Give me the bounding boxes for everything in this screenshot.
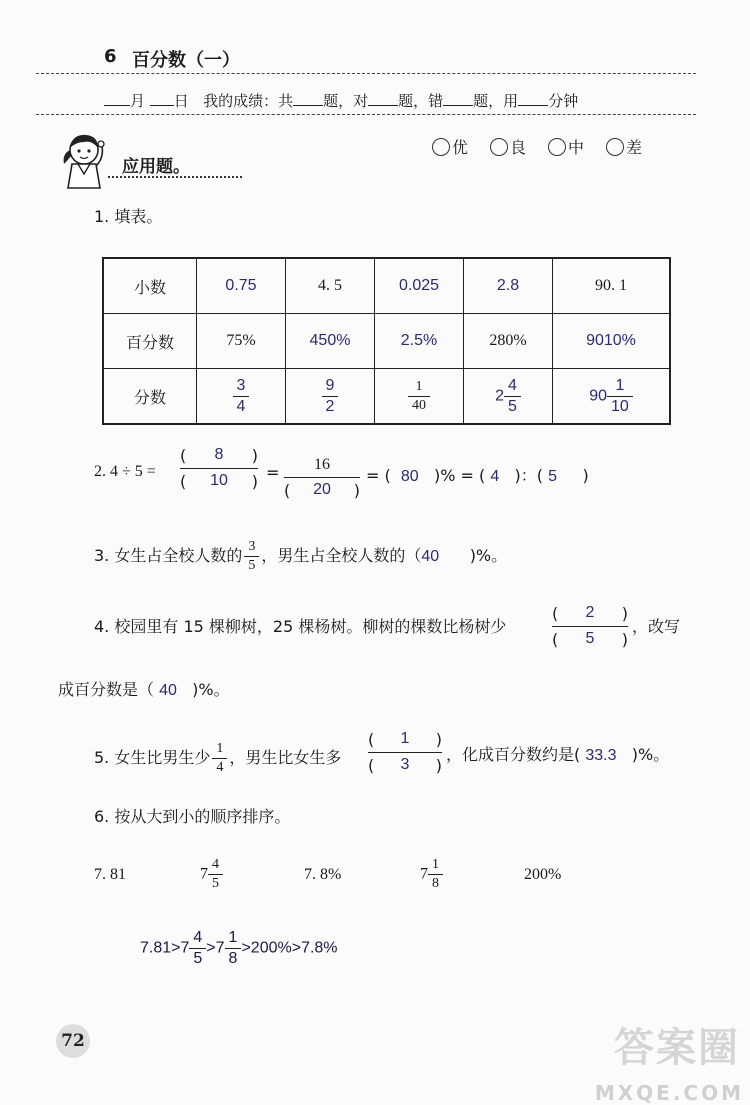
table-row [103, 314, 670, 369]
watermark-url: MXQE.COM [594, 1081, 744, 1105]
chapter-number: 6 [104, 46, 117, 67]
q4-fraction: ( 2 ) ( 5 ) [552, 604, 628, 649]
answer-q5: 33.3 [585, 747, 617, 764]
decimal-cell: 0.75 [197, 258, 286, 314]
question-5-tail: ，化成百分数约是( 33.3 )%。 [446, 745, 670, 764]
q6-item: 200% [524, 866, 562, 883]
grade-poor[interactable]: 差 [606, 135, 642, 158]
answer-ratio-1: 4 [490, 468, 500, 485]
percent-cell: 75% [197, 314, 286, 369]
month-blank[interactable] [104, 91, 130, 106]
question-4-tail: ，改写 [632, 617, 681, 636]
divider-top [36, 73, 696, 74]
question-4: 4. 校园里有 15 棵柳树，25 棵杨树。柳树的棵数比杨树少 [94, 617, 507, 636]
fraction-cell: 90 $\frac{1}{10}$ [553, 369, 671, 425]
section-underline [108, 176, 242, 178]
answer-ratio-2: 5 [548, 468, 557, 485]
percent-cell: 280% [464, 314, 553, 369]
question-4-line2: 成百分数是（ 40 )%。 [58, 680, 230, 699]
total-blank[interactable] [293, 91, 323, 106]
decimal-cell: 90. 1 [553, 258, 671, 314]
grade-options [432, 135, 642, 158]
day-blank[interactable] [150, 91, 174, 106]
radio-circle-icon [606, 138, 624, 156]
watermark-logo: 答案圈 [614, 1025, 740, 1071]
grade-excellent[interactable]: 优 [432, 135, 468, 158]
q6-item: 7. 8% [304, 866, 342, 883]
answer-q3: 40 [421, 548, 440, 565]
row-label: 小数 [103, 258, 197, 314]
question-3: 3. 女生占全校人数的 $\frac{3}{5}$ ，男生占全校人数的（40 )%。 [94, 539, 508, 573]
percent-cell: 2.5% [375, 314, 464, 369]
fraction-cell: $\frac{1}{40}$ [375, 369, 464, 425]
fraction-cell: 2 $\frac{4}{5}$ [464, 369, 553, 425]
percent-cell: 450% [286, 314, 375, 369]
row-label: 分数 [103, 369, 197, 425]
question-6: 6. 按从大到小的顺序排序。 [94, 807, 291, 826]
radio-circle-icon [432, 138, 450, 156]
q2-fraction-a: ( 8 ) ( 10 ) [180, 446, 258, 491]
answer-q4: 40 [159, 682, 177, 699]
radio-circle-icon [548, 138, 566, 156]
conversion-table [102, 257, 671, 425]
question-2-prefix: 2. 4 ÷ 5 = [94, 463, 156, 480]
wrong-blank[interactable] [443, 91, 473, 106]
divider-bottom [36, 114, 696, 115]
decimal-cell: 2.8 [464, 258, 553, 314]
fraction-cell: $\frac{3}{4}$ [197, 369, 286, 425]
q2-fraction-b: 16 ( 20 ) [284, 456, 360, 500]
answer-percent: 80 [400, 468, 419, 485]
q6-item: 7 $\frac{4}{5}$ [200, 858, 223, 891]
chapter-title: 百分数（一） [132, 50, 240, 71]
question-5: 5. 女生比男生少 $\frac{1}{4}$ ，男生比女生多 [94, 741, 342, 775]
question-1: 1. 填表。 [94, 207, 163, 226]
time-blank[interactable] [518, 91, 548, 106]
q6-item: 7 $\frac{1}{8}$ [420, 858, 443, 891]
grade-good[interactable]: 良 [490, 135, 526, 158]
fraction-cell: $\frac{9}{2}$ [286, 369, 375, 425]
q2-rest: = ( 80 )% = ( 4 )：( 5 ) [366, 466, 589, 485]
q2-equals: = [266, 463, 280, 482]
decimal-cell: 0.025 [375, 258, 464, 314]
page-number: 72 [56, 1024, 90, 1058]
score-line: 月 日 我的成绩：共 题，对 题，错 题，用 分钟 [104, 90, 578, 111]
table-row [103, 258, 670, 314]
radio-circle-icon [490, 138, 508, 156]
q5-fraction: ( 1 ) ( 3 ) [368, 730, 442, 775]
decimal-cell: 4. 5 [286, 258, 375, 314]
grade-fair[interactable]: 中 [548, 135, 584, 158]
row-label: 百分数 [103, 314, 197, 369]
section-label: 应用题。 [122, 157, 190, 177]
correct-blank[interactable] [368, 91, 398, 106]
q6-answer: 7.81>7 $\frac{4}{5}$ >7 $\frac{1}{8}$ >200%>7.8% [140, 929, 338, 967]
q6-item: 7. 81 [94, 866, 126, 883]
table-row [103, 369, 670, 425]
percent-cell: 9010% [553, 314, 671, 369]
student-girl-icon [54, 130, 120, 192]
